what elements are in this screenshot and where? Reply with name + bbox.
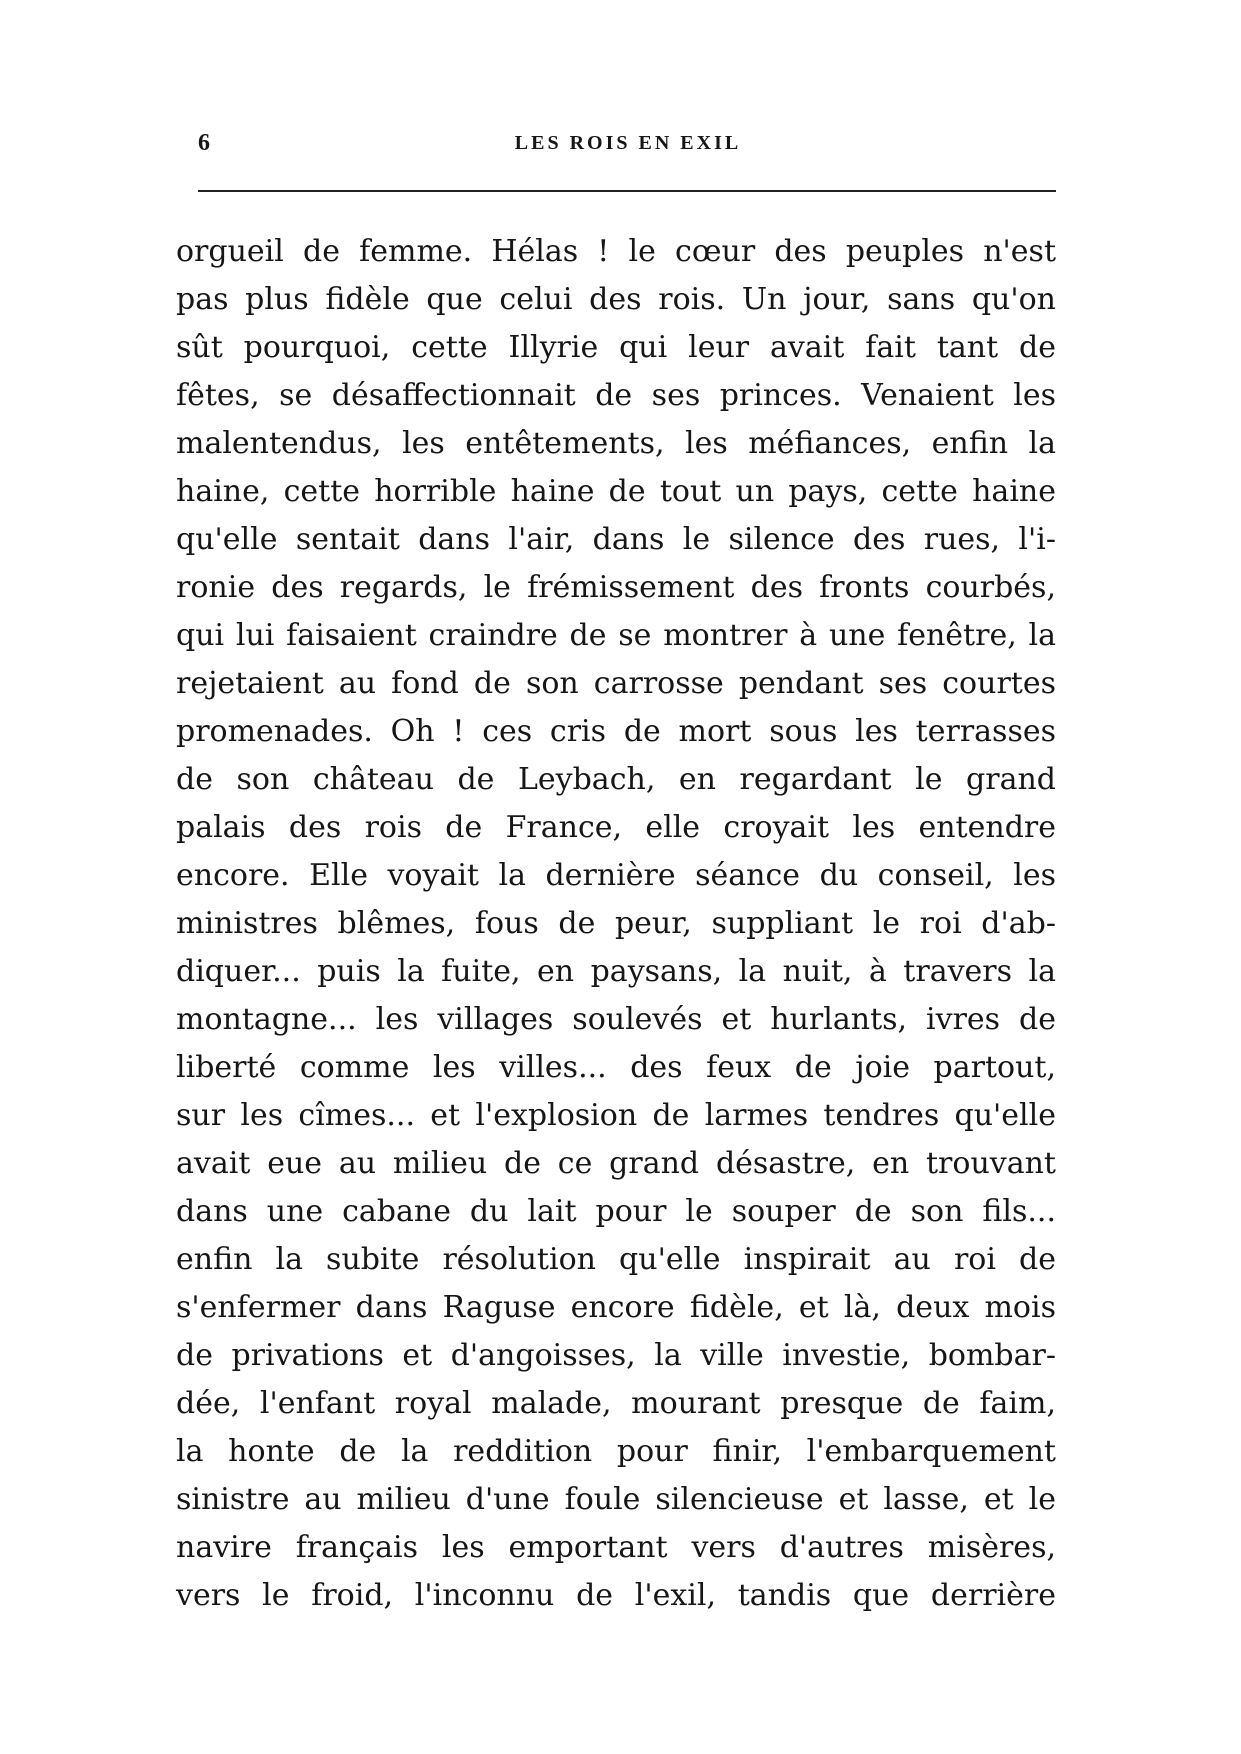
text-line: sur les cîmes... et l'explosion de larmes tendres qu'elle — [176, 1098, 1056, 1133]
text-line: malentendus, les entêtements, les méfiances, enfin la — [176, 426, 1056, 461]
text-line: promenades. Oh ! ces cris de mort sous les terrasses — [176, 714, 1056, 749]
text-line: de son château de Leybach, en regardant le grand — [176, 762, 1056, 797]
text-line: diquer... puis la fuite, en paysans, la nuit, à travers la — [176, 954, 1056, 989]
page-number: 6 — [198, 130, 210, 156]
text-line: sût pourquoi, cette Illyrie qui leur avait fait tant de — [176, 330, 1056, 365]
text-line: s'enfermer dans Raguse encore fidèle, et là, deux mois — [176, 1290, 1056, 1325]
text-line: montagne... les villages soulevés et hurlants, ivres de — [176, 1002, 1056, 1037]
text-line: dans une cabane du lait pour le souper de son fils... — [176, 1194, 1056, 1229]
text-line: haine, cette horrible haine de tout un pays, cette haine — [176, 474, 1056, 509]
text-line: fêtes, se désaffectionnait de ses princes. Venaient les — [176, 378, 1056, 413]
text-line: enfin la subite résolution qu'elle inspirait au roi de — [176, 1242, 1056, 1277]
running-title: LES ROIS EN EXIL — [514, 132, 742, 154]
text-line: sinistre au milieu d'une foule silencieuse et lasse, et le — [176, 1482, 1056, 1517]
text-line: qu'elle sentait dans l'air, dans le silence des rues, l'i- — [176, 522, 1056, 557]
text-line: ronie des regards, le frémissement des fronts courbés, — [176, 570, 1056, 605]
text-line: liberté comme les villes... des feux de joie partout, — [176, 1050, 1056, 1085]
text-line: navire français les emportant vers d'autres misères, — [176, 1530, 1056, 1565]
text-line: rejetaient au fond de son carrosse pendant ses courtes — [176, 666, 1056, 701]
text-line: la honte de la reddition pour finir, l'embarquement — [176, 1434, 1056, 1469]
text-line: encore. Elle voyait la dernière séance du conseil, les — [176, 858, 1056, 893]
text-line: dée, l'enfant royal malade, mourant presque de faim, — [176, 1386, 1056, 1421]
text-line: ministres blêmes, fous de peur, suppliant le roi d'ab- — [176, 906, 1056, 941]
text-line: qui lui faisaient craindre de se montrer à une fenêtre, la — [176, 618, 1056, 653]
text-line: de privations et d'angoisses, la ville investie, bombar- — [176, 1338, 1056, 1373]
header-rule — [198, 190, 1056, 192]
body-text — [176, 228, 1056, 1620]
text-line: avait eue au milieu de ce grand désastre, en trouvant — [176, 1146, 1056, 1181]
text-line: orgueil de femme. Hélas ! le cœur des peuples n'est — [176, 234, 1056, 269]
running-head — [198, 122, 1058, 162]
text-line: vers le froid, l'inconnu de l'exil, tandis que derrière — [176, 1578, 1056, 1613]
text-line: palais des rois de France, elle croyait les entendre — [176, 810, 1056, 845]
text-line: pas plus fidèle que celui des rois. Un jour, sans qu'on — [176, 282, 1056, 317]
